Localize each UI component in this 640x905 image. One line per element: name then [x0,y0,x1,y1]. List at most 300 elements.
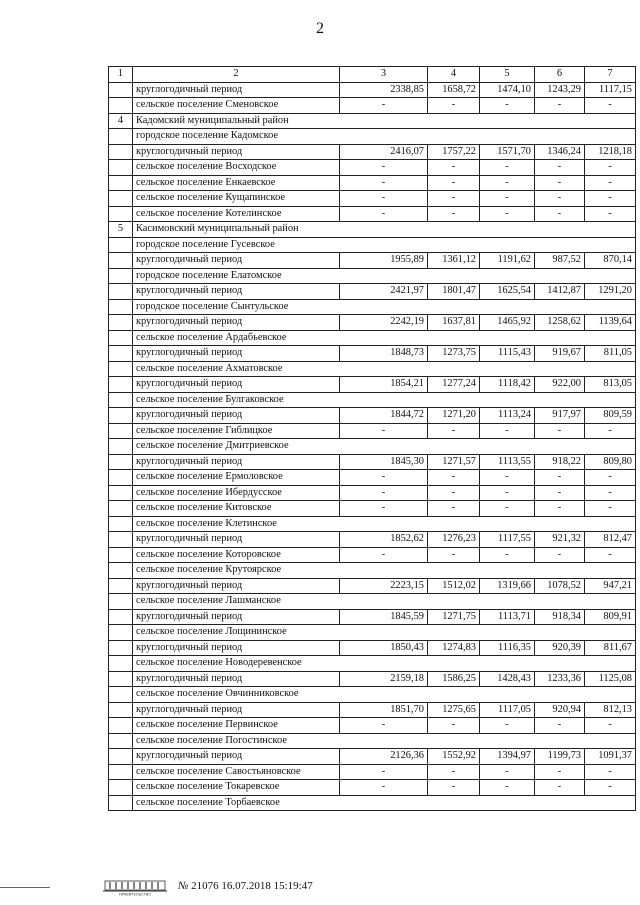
value-cell: - [428,501,480,517]
name-cell: сельское поселение Первинское [133,718,340,734]
name-cell: сельское поселение Овчинниковское [133,687,636,703]
value-cell: 1115,43 [480,346,535,362]
value-cell: 1233,36 [535,671,585,687]
name-cell: сельское поселение Токаревское [133,780,340,796]
value-cell: - [535,470,585,486]
value-cell: 1258,62 [535,315,585,331]
table-row [109,671,636,687]
value-cell: 1113,55 [480,454,535,470]
row-number-cell [109,439,133,455]
name-cell: сельское поселение Ахматовское [133,361,636,377]
value-cell: - [480,764,535,780]
header-cell: 5 [480,67,535,83]
value-cell: - [340,547,428,563]
name-cell: круглогодичный период [133,284,340,300]
value-cell: 1625,54 [480,284,535,300]
row-number-cell [109,237,133,253]
row-number-cell [109,609,133,625]
value-cell: 1118,42 [480,377,535,393]
value-cell: - [535,160,585,176]
name-cell: круглогодичный период [133,671,340,687]
row-number-cell [109,501,133,517]
value-cell: - [535,485,585,501]
value-cell: 1801,47 [428,284,480,300]
value-cell: - [585,764,636,780]
value-cell: 1199,73 [535,749,585,765]
value-cell: - [535,191,585,207]
table-row [109,98,636,114]
name-cell: городское поселение Гусевское [133,237,636,253]
row-number-cell [109,640,133,656]
value-cell: 2223,15 [340,578,428,594]
table-row [109,206,636,222]
table-row [109,144,636,160]
value-cell: - [428,175,480,191]
value-cell: - [480,160,535,176]
table-row [109,408,636,424]
value-cell: - [480,780,535,796]
value-cell: 1113,24 [480,408,535,424]
row-number-cell [109,284,133,300]
registration-datetime: 16.07.2018 15:19:47 [221,880,313,892]
value-cell: 811,05 [585,346,636,362]
row-number-cell [109,144,133,160]
name-cell: Кадомский муниципальный район [133,113,636,129]
row-number-cell [109,687,133,703]
row-number-cell [109,346,133,362]
tariff-table-container [108,66,632,811]
value-cell: - [340,423,428,439]
row-number-cell [109,470,133,486]
header-cell: 1 [109,67,133,83]
section-row [109,594,636,610]
value-cell: 1243,29 [535,82,585,98]
government-building-icon [102,878,168,896]
value-cell: - [535,764,585,780]
value-cell: 1844,72 [340,408,428,424]
name-cell: круглогодичный период [133,640,340,656]
page-number: 2 [316,20,324,37]
value-cell: - [428,764,480,780]
section-row [109,222,636,238]
value-cell: - [535,547,585,563]
value-cell: - [535,98,585,114]
value-cell: - [480,470,535,486]
name-cell: сельское поселение Савостьяновское [133,764,340,780]
name-cell: сельское поселение Которовское [133,547,340,563]
name-cell: городское поселение Кадомское [133,129,636,145]
name-cell: сельское поселение Ардабьевское [133,330,636,346]
name-cell: сельское поселение Булгаковское [133,392,636,408]
name-cell: городское поселение Елатомское [133,268,636,284]
value-cell: 1276,23 [428,532,480,548]
value-cell: 1412,87 [535,284,585,300]
value-cell: 1845,59 [340,609,428,625]
table-body [109,67,636,811]
name-cell: круглогодичный период [133,315,340,331]
table-row [109,718,636,734]
section-row [109,516,636,532]
name-cell: круглогодичный период [133,253,340,269]
value-cell: 1125,08 [585,671,636,687]
name-cell: сельское поселение Енкаевское [133,175,340,191]
value-cell: 1552,92 [428,749,480,765]
value-cell: - [535,501,585,517]
value-cell: 1845,30 [340,454,428,470]
value-cell: 921,32 [535,532,585,548]
value-cell: - [340,470,428,486]
document-number: 21076 [191,880,219,892]
value-cell: 2242,19 [340,315,428,331]
value-cell: 812,47 [585,532,636,548]
table-row [109,82,636,98]
name-cell: сельское поселение Гиблицкое [133,423,340,439]
row-number-cell: 4 [109,113,133,129]
row-number-cell [109,392,133,408]
section-row [109,237,636,253]
value-cell: 1955,89 [340,253,428,269]
table-row [109,532,636,548]
row-number-cell [109,516,133,532]
value-cell: 1852,62 [340,532,428,548]
table-row [109,284,636,300]
row-number-cell [109,98,133,114]
row-number-cell [109,780,133,796]
table-row [109,160,636,176]
page-footer [0,878,640,898]
value-cell: 1512,02 [428,578,480,594]
value-cell: - [480,547,535,563]
table-row [109,501,636,517]
value-cell: - [428,485,480,501]
value-cell: 1571,70 [480,144,535,160]
name-cell: сельское поселение Новодеревенское [133,656,636,672]
row-number-cell [109,563,133,579]
row-number-cell [109,268,133,284]
section-row [109,299,636,315]
value-cell: 1291,20 [585,284,636,300]
row-number-cell [109,718,133,734]
name-cell: круглогодичный период [133,408,340,424]
row-number-cell [109,160,133,176]
value-cell: 1658,72 [428,82,480,98]
value-cell: - [535,780,585,796]
name-cell: сельское поселение Погостинское [133,733,636,749]
name-cell: круглогодичный период [133,749,340,765]
row-number-cell [109,625,133,641]
row-number-cell [109,532,133,548]
value-cell: 947,21 [585,578,636,594]
row-number-cell [109,702,133,718]
value-cell: 2338,85 [340,82,428,98]
name-cell: круглогодичный период [133,377,340,393]
value-cell: - [340,485,428,501]
header-cell: 6 [535,67,585,83]
value-cell: - [585,98,636,114]
value-cell: 1117,05 [480,702,535,718]
value-cell: - [428,470,480,486]
table-row [109,346,636,362]
row-number-cell [109,594,133,610]
value-cell: - [480,501,535,517]
row-number-cell [109,485,133,501]
row-number-cell [109,175,133,191]
value-cell: 2126,36 [340,749,428,765]
value-cell: - [340,191,428,207]
row-number-cell [109,423,133,439]
value-cell: 809,80 [585,454,636,470]
section-row [109,563,636,579]
section-row [109,129,636,145]
footer-divider [0,887,50,888]
value-cell: - [480,191,535,207]
name-cell: сельское поселение Торбаевское [133,795,636,811]
value-cell: - [428,547,480,563]
value-cell: 2421,97 [340,284,428,300]
section-row [109,687,636,703]
name-cell: сельское поселение Котелинское [133,206,340,222]
header-cell: 3 [340,67,428,83]
value-cell: 1091,37 [585,749,636,765]
value-cell: - [480,485,535,501]
value-cell: 2159,18 [340,671,428,687]
name-cell: сельское поселение Ибердусское [133,485,340,501]
row-number-cell [109,408,133,424]
table-row [109,454,636,470]
section-row [109,361,636,377]
value-cell: 1271,20 [428,408,480,424]
table-row [109,578,636,594]
row-number-cell [109,330,133,346]
value-cell: - [480,175,535,191]
value-cell: 811,67 [585,640,636,656]
value-cell: - [585,470,636,486]
name-cell: сельское поселение Восходское [133,160,340,176]
value-cell: - [585,718,636,734]
section-row [109,439,636,455]
value-cell: - [585,501,636,517]
value-cell: 1271,57 [428,454,480,470]
value-cell: 987,52 [535,253,585,269]
row-number-cell [109,733,133,749]
value-cell: - [535,206,585,222]
value-cell: 918,22 [535,454,585,470]
header-cell: 2 [133,67,340,83]
name-cell: городское поселение Сынтульское [133,299,636,315]
value-cell: 919,67 [535,346,585,362]
value-cell: 1361,12 [428,253,480,269]
value-cell: 1428,43 [480,671,535,687]
value-cell: 1851,70 [340,702,428,718]
value-cell: 1848,73 [340,346,428,362]
value-cell: - [340,501,428,517]
value-cell: - [585,423,636,439]
table-row [109,423,636,439]
value-cell: - [340,98,428,114]
value-cell: 1757,22 [428,144,480,160]
document-registration [178,880,313,892]
table-row [109,315,636,331]
section-row [109,625,636,641]
number-sign: № [178,880,189,892]
row-number-cell [109,206,133,222]
value-cell: 1273,75 [428,346,480,362]
value-cell: 1275,65 [428,702,480,718]
table-row [109,749,636,765]
table-row [109,702,636,718]
value-cell: - [535,423,585,439]
name-cell: Касимовский муниципальный район [133,222,636,238]
value-cell: 1191,62 [480,253,535,269]
value-cell: - [480,423,535,439]
value-cell: 1117,15 [585,82,636,98]
header-cell: 4 [428,67,480,83]
row-number-cell [109,656,133,672]
section-row [109,330,636,346]
row-number-cell [109,671,133,687]
value-cell: 812,13 [585,702,636,718]
value-cell: 922,00 [535,377,585,393]
value-cell: 920,39 [535,640,585,656]
table-header-row [109,67,636,83]
name-cell: круглогодичный период [133,532,340,548]
table-row [109,547,636,563]
name-cell: круглогодичный период [133,144,340,160]
value-cell: - [340,175,428,191]
value-cell: 813,05 [585,377,636,393]
value-cell: - [340,718,428,734]
row-number-cell [109,82,133,98]
section-row [109,733,636,749]
name-cell: круглогодичный период [133,609,340,625]
value-cell: - [428,718,480,734]
value-cell: - [428,191,480,207]
tariff-table [108,66,636,811]
row-number-cell [109,361,133,377]
value-cell: 1394,97 [480,749,535,765]
value-cell: - [428,206,480,222]
section-row [109,656,636,672]
value-cell: 1277,24 [428,377,480,393]
section-row [109,113,636,129]
value-cell: 1474,10 [480,82,535,98]
value-cell: - [585,780,636,796]
name-cell: сельское поселение Лощининское [133,625,636,641]
table-row [109,470,636,486]
name-cell: сельское поселение Лашманское [133,594,636,610]
value-cell: - [428,98,480,114]
value-cell: 1586,25 [428,671,480,687]
row-number-cell [109,547,133,563]
value-cell: 1854,21 [340,377,428,393]
name-cell: сельское поселение Сменовское [133,98,340,114]
section-row [109,795,636,811]
value-cell: 1465,92 [480,315,535,331]
value-cell: - [340,780,428,796]
row-number-cell: 5 [109,222,133,238]
row-number-cell [109,454,133,470]
name-cell: сельское поселение Клетинское [133,516,636,532]
value-cell: - [428,160,480,176]
value-cell: - [428,780,480,796]
row-number-cell [109,578,133,594]
table-row [109,377,636,393]
row-number-cell [109,129,133,145]
value-cell: 870,14 [585,253,636,269]
name-cell: круглогодичный период [133,578,340,594]
value-cell: 1117,55 [480,532,535,548]
value-cell: 1218,18 [585,144,636,160]
value-cell: 917,97 [535,408,585,424]
value-cell: - [535,175,585,191]
name-cell: сельское поселение Ермоловское [133,470,340,486]
table-row [109,175,636,191]
section-row [109,268,636,284]
section-row [109,392,636,408]
name-cell: круглогодичный период [133,454,340,470]
name-cell: круглогодичный период [133,346,340,362]
value-cell: 1271,75 [428,609,480,625]
table-row [109,640,636,656]
value-cell: - [428,423,480,439]
name-cell: сельское поселение Кущапинское [133,191,340,207]
row-number-cell [109,253,133,269]
value-cell: 1850,43 [340,640,428,656]
value-cell: - [340,160,428,176]
row-number-cell [109,764,133,780]
value-cell: 1078,52 [535,578,585,594]
value-cell: - [585,206,636,222]
value-cell: 1139,64 [585,315,636,331]
value-cell: - [585,485,636,501]
value-cell: 809,91 [585,609,636,625]
row-number-cell [109,299,133,315]
table-row [109,253,636,269]
value-cell: - [340,206,428,222]
value-cell: 1637,81 [428,315,480,331]
header-cell: 7 [585,67,636,83]
table-row [109,780,636,796]
value-cell: 920,94 [535,702,585,718]
value-cell: - [585,175,636,191]
value-cell: 1116,35 [480,640,535,656]
value-cell: - [585,547,636,563]
value-cell: - [480,718,535,734]
value-cell: - [340,764,428,780]
row-number-cell [109,377,133,393]
name-cell: сельское поселение Крутоярское [133,563,636,579]
value-cell: 1346,24 [535,144,585,160]
stamp-label: ПРАВИТЕЛЬСТВО [118,892,152,896]
row-number-cell [109,749,133,765]
row-number-cell [109,191,133,207]
name-cell: сельское поселение Дмитриевское [133,439,636,455]
value-cell: - [480,206,535,222]
value-cell: 2416,07 [340,144,428,160]
name-cell: сельское поселение Китовское [133,501,340,517]
name-cell: круглогодичный период [133,702,340,718]
value-cell: 809,59 [585,408,636,424]
value-cell: - [585,191,636,207]
value-cell: 1319,66 [480,578,535,594]
table-row [109,191,636,207]
value-cell: 1113,71 [480,609,535,625]
row-number-cell [109,795,133,811]
value-cell: 918,34 [535,609,585,625]
value-cell: - [585,160,636,176]
value-cell: 1274,83 [428,640,480,656]
table-row [109,764,636,780]
